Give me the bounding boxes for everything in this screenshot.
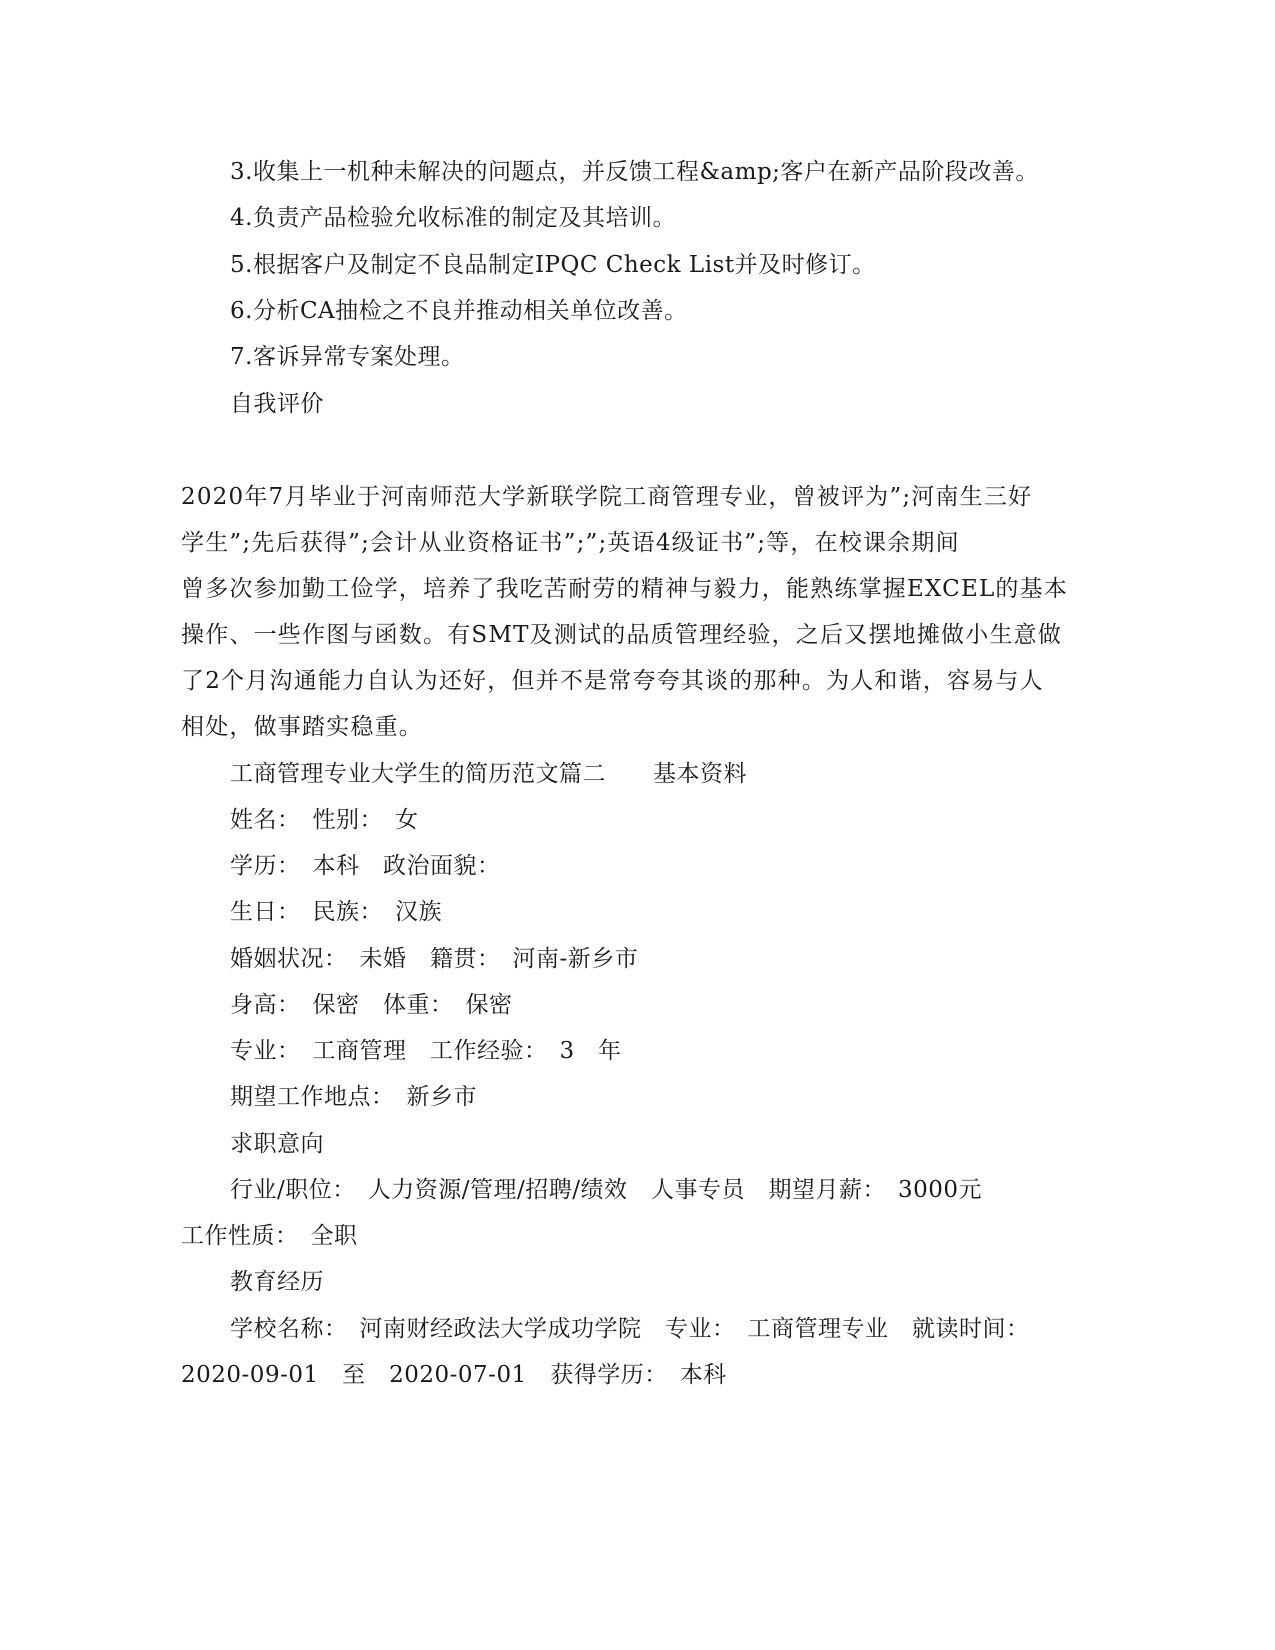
duty-item-6: 6.分析CA抽检之不良并推动相关单位改善。 (230, 298, 688, 324)
duty-item-5: 5.根据客户及制定不良品制定IPQC Check List并及时修订。 (230, 252, 876, 278)
self-eval-line: 学生”;先后获得”;会计从业资格证书”;”;英语4级证书”;等，在校课余期间 (181, 530, 960, 556)
basic-info-birthday: 生日： 民族： 汉族 (230, 899, 442, 925)
basic-info-name-gender: 姓名： 性别： 女 (230, 807, 419, 833)
self-eval-line: 操作、一些作图与函数。有SMT及测试的品质管理经验，之后又摆地摊做小生意做 (181, 622, 1063, 648)
basic-info-location: 期望工作地点： 新乡市 (230, 1084, 477, 1110)
basic-info-marital: 婚姻状况： 未婚 籍贯： 河南-新乡市 (230, 946, 639, 972)
self-eval-line: 2020年7月毕业于河南师范大学新联学院工商管理专业，曾被评为”;河南生三好 (181, 484, 1033, 510)
education-period: 2020-09-01 至 2020-07-01 获得学历： 本科 (181, 1362, 727, 1388)
intent-heading: 求职意向 (230, 1131, 324, 1157)
education-school: 学校名称： 河南财经政法大学成功学院 专业： 工商管理专业 就读时间： (230, 1316, 1030, 1342)
intent-position-salary: 行业/职位： 人力资源/管理/招聘/绩效 人事专员 期望月薪： 3000元 (230, 1177, 983, 1203)
resume-two-title: 工商管理专业大学生的简历范文篇二 基本资料 (230, 761, 747, 787)
self-eval-line: 了2个月沟通能力自认为还好，但并不是常夸夸其谈的那种。为人和谐，容易与人 (181, 668, 1044, 694)
basic-info-height-weight: 身高： 保密 体重： 保密 (230, 992, 513, 1018)
self-eval-line: 曾多次参加勤工俭学，培养了我吃苦耐劳的精神与毅力，能熟练掌握EXCEL的基本 (181, 576, 1069, 602)
duty-item-3: 3.收集上一机种未解决的问题点，并反馈工程&amp;客户在新产品阶段改善。 (230, 159, 1039, 185)
self-eval-line: 相处，做事踏实稳重。 (181, 714, 423, 740)
self-eval-heading: 自我评价 (230, 391, 324, 417)
duty-item-7: 7.客诉异常专案处理。 (230, 344, 465, 370)
basic-info-major: 专业： 工商管理 工作经验： 3 年 (230, 1038, 622, 1064)
basic-info-education: 学历： 本科 政治面貌： (230, 853, 501, 879)
intent-job-type: 工作性质： 全职 (181, 1223, 358, 1249)
duty-item-4: 4.负责产品检验允收标准的制定及其培训。 (230, 205, 676, 231)
education-heading: 教育经历 (230, 1269, 324, 1295)
